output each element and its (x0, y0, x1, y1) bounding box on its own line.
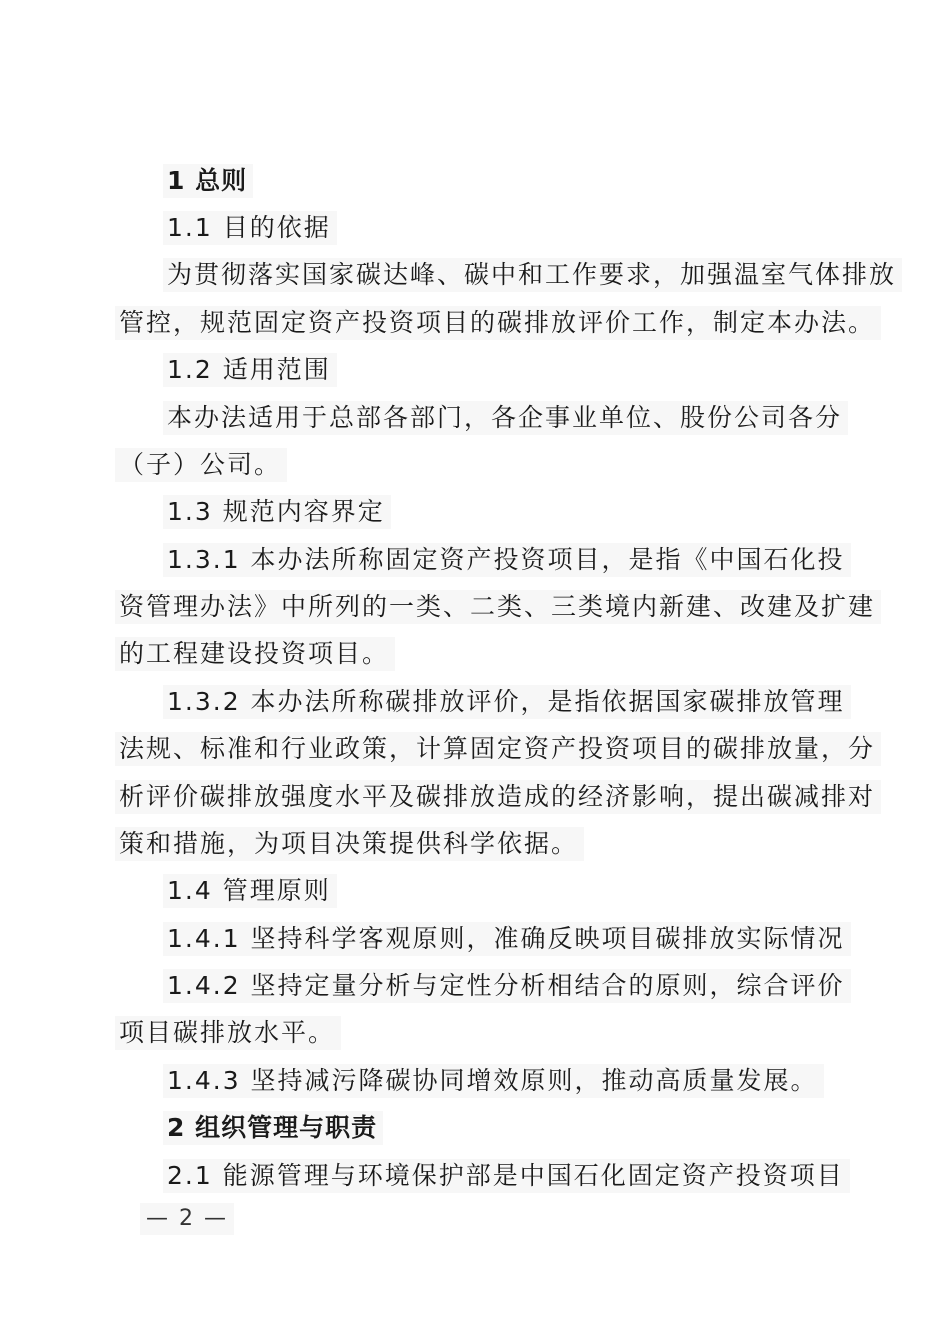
page-number: — 2 — (140, 1203, 234, 1235)
paragraph-line: 策和措施，为项目决策提供科学依据。 (115, 827, 584, 861)
clause-1-3-2: 1.3.2 本办法所称碳排放评价，是指依据国家碳排放管理 (163, 685, 851, 719)
clause-1-4-2: 1.4.2 坚持定量分析与定性分析相结合的原则，综合评价 (163, 969, 851, 1003)
subsection-heading-1-4: 1.4 管理原则 (163, 874, 337, 908)
section-heading-2: 2 组织管理与职责 (163, 1111, 383, 1145)
subsection-heading-1-1: 1.1 目的依据 (163, 211, 337, 245)
clause-1-4-1: 1.4.1 坚持科学客观原则，准确反映项目碳排放实际情况 (163, 922, 851, 956)
paragraph-line: 的工程建设投资项目。 (115, 637, 395, 671)
subsection-heading-1-2: 1.2 适用范围 (163, 353, 337, 387)
paragraph-line: 项目碳排放水平。 (115, 1016, 341, 1050)
section-heading-1: 1 总则 (163, 164, 253, 198)
subsection-heading-1-3: 1.3 规范内容界定 (163, 495, 391, 529)
clause-1-4-3: 1.4.3 坚持减污降碳协同增效原则，推动高质量发展。 (163, 1064, 824, 1098)
paragraph-line: 法规、标准和行业政策，计算固定资产投资项目的碳排放量，分 (115, 732, 881, 766)
paragraph-line: 析评价碳排放强度水平及碳排放造成的经济影响，提出碳减排对 (115, 780, 881, 814)
paragraph-line: 本办法适用于总部各部门，各企事业单位、股份公司各分 (163, 401, 848, 435)
paragraph-line: （子）公司。 (115, 448, 287, 482)
paragraph-line: 为贯彻落实国家碳达峰、碳中和工作要求，加强温室气体排放 (163, 258, 902, 292)
clause-1-3-1: 1.3.1 本办法所称固定资产投资项目，是指《中国石化投 (163, 543, 851, 577)
clause-2-1: 2.1 能源管理与环境保护部是中国石化固定资产投资项目 (163, 1159, 850, 1193)
paragraph-line: 管控，规范固定资产投资项目的碳排放评价工作，制定本办法。 (115, 306, 881, 340)
paragraph-line: 资管理办法》中所列的一类、二类、三类境内新建、改建及扩建 (115, 590, 881, 624)
